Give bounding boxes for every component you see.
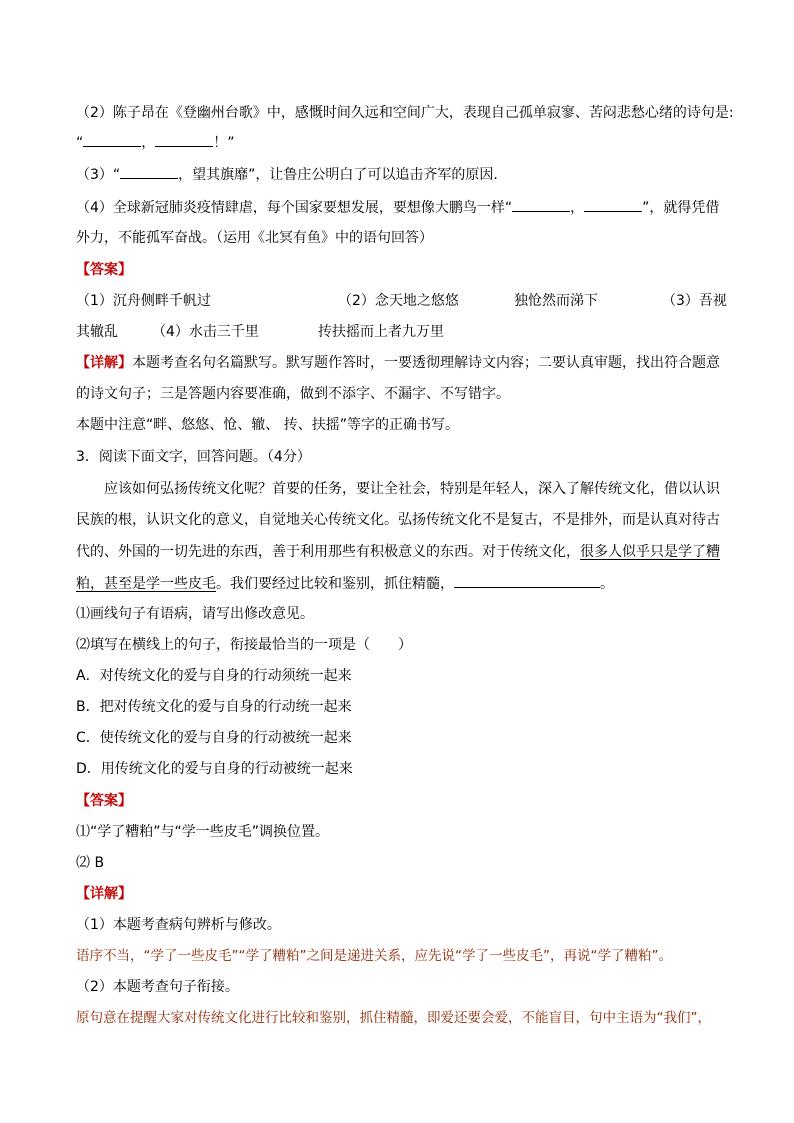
- detail-2-line1: （1）本题考查病句辨析与修改。: [76, 917, 281, 933]
- answer-3-2: ⑵ B: [76, 855, 105, 871]
- question-2-3: [76, 164, 498, 185]
- answer-blank: [512, 197, 570, 212]
- answer-blank: [83, 132, 141, 147]
- quote-mark: “: [76, 135, 84, 151]
- detail-2-line4: 原句意在提醒大家对传统文化进行比较和鉴别，抓住精髓，即爱还要会爱，不能盲目，句中主语为“我们”，: [76, 1010, 711, 1026]
- question-2-2-line2: [76, 132, 235, 153]
- option-b: B．把对传统文化的爱与自身的行动统一起来: [76, 699, 352, 715]
- passage-line3: [76, 542, 720, 562]
- answer-1: （1）沉舟侧畔千帆过: [76, 293, 211, 309]
- question-text: （4）全球新冠肺炎疫情肆虐，每个国家要想发展，要想像大鹏鸟一样“: [76, 200, 513, 216]
- sub-question-1: ⑴画线句子有语病，请写出修改意见。: [76, 606, 314, 622]
- answer-2a: （2）念天地之悠悠: [338, 293, 459, 309]
- answer-2b: 独怆然而涕下: [514, 293, 598, 309]
- comma: ，: [141, 135, 156, 151]
- passage-line1: 应该如何弘扬传统文化呢？首要的任务，要让全社会，特别是年轻人，深入了解传统文化，借以认识: [104, 481, 720, 497]
- detail-label: 【详解】: [76, 355, 132, 371]
- option-d: D．用传统文化的爱与自身的行动被统一起来: [76, 761, 353, 777]
- detail-1-line3: 本题中注意“畔、悠悠、怆、辙、 抟、扶摇”等字的正确书写。: [76, 417, 459, 433]
- period: 。: [600, 576, 614, 592]
- question-text: （3）“: [76, 167, 121, 183]
- answer-blank: [454, 573, 600, 588]
- passage-text: 。我们要经过比较和鉴别，抓住精髓，: [216, 576, 454, 592]
- answer-3a: （3）吾视: [662, 293, 727, 309]
- question-2-2-line1: [76, 103, 734, 123]
- question-3-title: 3．阅读下面文字，回答问题。（4分）: [76, 449, 311, 465]
- passage-line2: 民族的根，认识文化的意义，自觉地关心传统文化。弘扬传统文化不是复古，不是排外，而是认真对待古: [76, 512, 720, 528]
- answer-4b: 抟扶摇而上者九万里: [318, 324, 444, 340]
- answer-blank: [120, 164, 178, 179]
- option-a: A．对传统文化的爱与自身的行动须统一起来: [76, 668, 352, 684]
- detail-2-line3: （2）本题考查句子衔接。: [76, 979, 239, 995]
- question-text: （2）陈子昂在《登幽州台歌》中，感慨时间久远和空间广大，表现自己孤单寂寥、苦闷悲愁心绪的诗句是:: [76, 105, 734, 121]
- question-text: ”，就得凭借: [642, 200, 720, 216]
- detail-text: 本题考查名句名篇默写。默写题作答时，一要透彻理解诗文内容；二要认真审题，找出符合题意: [132, 355, 720, 371]
- question-2-4-line1: [76, 197, 719, 218]
- answer-4a: （4）水击三千里: [152, 324, 259, 340]
- answer-blank: [155, 132, 213, 147]
- detail-1-line1: [76, 353, 720, 373]
- question-text: ，望其旗靡”，让鲁庄公明白了可以追击齐军的原因.: [178, 167, 498, 183]
- underlined-sentence: 粕，甚至是学一些皮毛: [76, 576, 216, 592]
- answer-label: 【答案】: [76, 793, 132, 809]
- answer-label: 【答案】: [76, 262, 132, 278]
- detail-1-line2: 的诗文句子；三是答题内容要准确，做到不添字、不漏字、不写错字。: [76, 386, 510, 402]
- passage-text: 代的、外国的一切先进的东西，善于利用那些有积极意义的东西。对于传统文化，: [76, 544, 580, 560]
- passage-line4: [76, 573, 614, 594]
- sub-question-2: ⑵填写在横线上的句子，衔接最恰当的一项是（ ）: [76, 637, 412, 653]
- option-c: C．使传统文化的爱与自身的行动被统一起来: [76, 730, 352, 746]
- comma: ，: [570, 200, 585, 216]
- detail-2-line2: 语序不当，“学了一些皮毛”“学了糟粕”之间是递进关系，应先说“学了一些皮毛”，再说“学了糟粕”。: [76, 948, 672, 964]
- answer-3-1: ⑴“学了糟粕”与“学一些皮毛”调换位置。: [76, 824, 330, 840]
- underlined-sentence: 很多人似乎只是学了糟: [580, 544, 720, 560]
- detail-label: 【详解】: [76, 886, 132, 902]
- answer-3b: 其辙乱: [76, 324, 118, 340]
- question-2-4-line2: 外力，不能孤军奋战。（运用《北冥有鱼》中的语句回答）: [76, 230, 433, 246]
- close-quote: ！”: [213, 135, 235, 151]
- answer-blank: [584, 197, 642, 212]
